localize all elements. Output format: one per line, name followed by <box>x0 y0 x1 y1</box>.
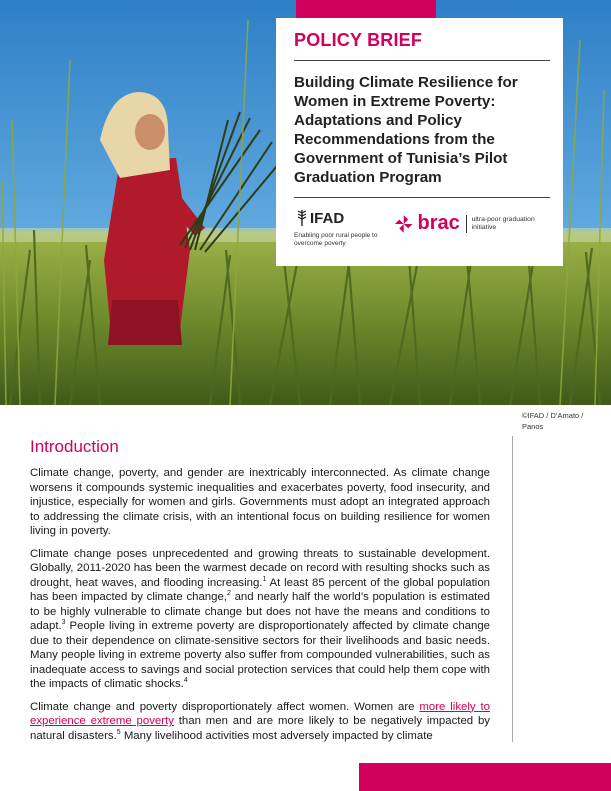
footnote-ref[interactable]: 2 <box>226 590 231 598</box>
text: People living in extreme poverty are disproportionately affected by climate change due to their dependence on climate-sensitive sectors for their livelihoods and basic needs. Many people living in extreme poverty also suffer from compounded vulnerabilities, such as inadequate access to savings and social protection services that could help them cope with the impacts of climatic shocks. <box>30 620 490 690</box>
footnote-ref[interactable]: 3 <box>61 619 66 627</box>
extreme-poverty-link[interactable]: more likely to experience extreme poverty <box>30 700 490 727</box>
title-card <box>276 18 563 266</box>
ifad-mark <box>294 208 384 228</box>
brac-pinwheel-icon <box>394 213 414 235</box>
document-label: POLICY BRIEF <box>294 30 423 50</box>
paragraph-1: Climate change, poverty, and gender are inextricably interconnected. As climate change worsens it compounds systemic inequalities and exacerbates poverty, food insecurity, and injustice, especially for women and girls. Governments must adopt an integrated approach to addressing the climate crisis, with an intentional focus on building resilience for women living in poverty. <box>30 467 490 537</box>
text: than men and are more likely to be negatively impacted by natural disasters. <box>30 715 490 742</box>
logo-separator <box>466 215 467 233</box>
text: Climate change poses unprecedented and growing threats to sustainable development. Globally, 2011-2020 has been the warmest decade on record with resulting shocks such as drought, heat waves, and flooding increasing. <box>30 547 490 589</box>
photo-credit: ©IFAD / D’Amato / Panos <box>522 411 584 431</box>
top-accent-bar <box>296 0 436 18</box>
footnote-ref[interactable]: 1 <box>262 575 267 583</box>
introduction-section <box>30 436 490 751</box>
wheat-icon <box>294 209 310 227</box>
brac-name: brac <box>417 212 460 234</box>
column-divider <box>512 436 513 742</box>
partner-logos <box>294 208 551 256</box>
bottom-accent-bar <box>359 763 611 791</box>
ifad-name: IFAD <box>310 209 345 227</box>
ifad-tagline: Enabling poor rural people to overcome poverty <box>294 232 378 247</box>
divider <box>294 197 550 198</box>
text: and nearly half the world’s population is estimated to be highly vulnerable to climate change but does not have the means and conditions to adapt. <box>30 591 490 632</box>
text: Climate change and poverty disproportionately affect women. Women are <box>30 700 420 713</box>
section-heading: Introduction <box>30 437 119 456</box>
divider <box>294 60 550 61</box>
brac-logo <box>394 212 551 235</box>
paragraph-2 <box>30 547 490 692</box>
ifad-logo <box>294 208 384 248</box>
text: Many livelihood activities most adversely impacted by climate <box>120 729 433 742</box>
paragraph-3 <box>30 700 490 744</box>
brac-tagline: ultra-poor graduation initiative <box>471 215 535 231</box>
document-title: Building Climate Resilience for Women in Extreme Poverty: Adaptations and Policy Recommendations from the Government of Tunisia’s Pilot Graduation Program <box>294 74 518 186</box>
footnote-ref[interactable]: 5 <box>116 728 121 736</box>
text: At least 85 percent of the global population has been impacted by climate change, <box>30 576 490 603</box>
footnote-ref[interactable]: 4 <box>183 677 188 685</box>
